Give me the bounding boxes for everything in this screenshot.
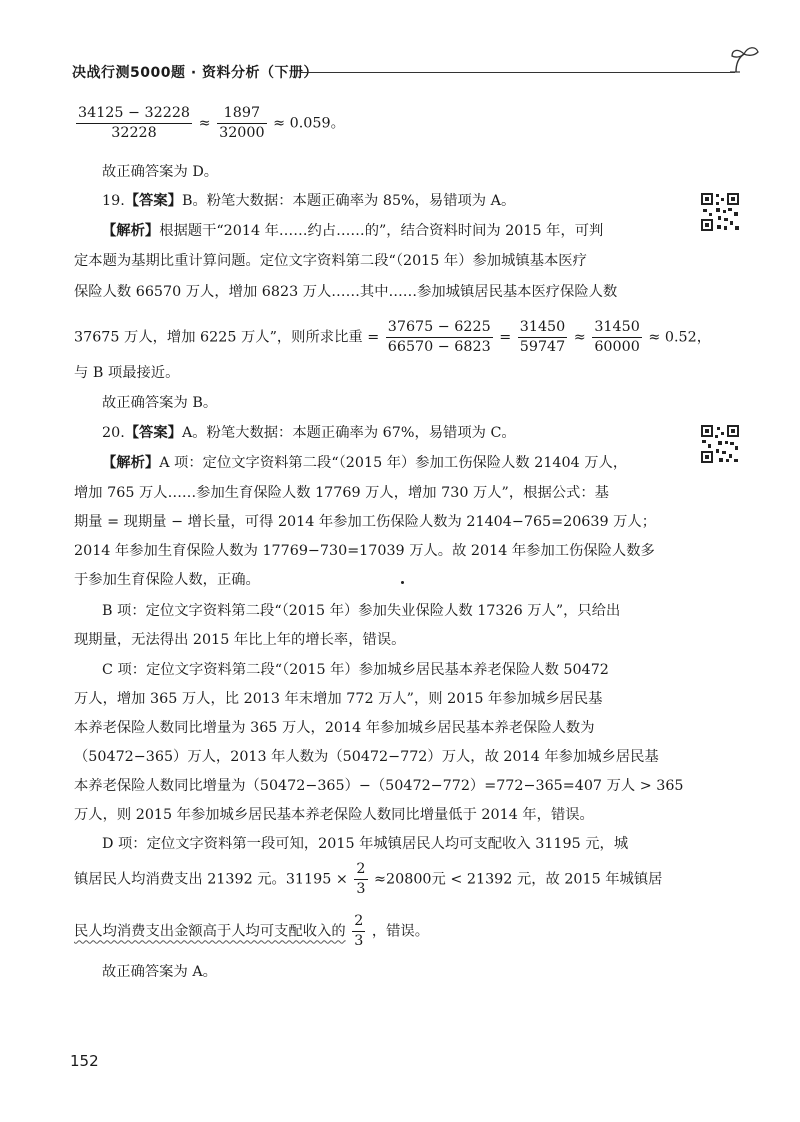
q20-c-line4: （50472−365）万人，2013 年人数为（50472−772）万人，故 2014 年参加城乡居民基 [74, 749, 659, 765]
qr-code-icon[interactable] [700, 192, 740, 232]
q20-c-line2: 万人，增加 365 万人，比 2013 年末增加 772 万人”，则 2015 年参加城乡居民基 [74, 691, 603, 707]
q20-d-line3: 民人均消费支出金额高于人均可支配收入的 $\frac{2}{3}$ ，错误。 [74, 913, 430, 949]
q20-d-line2: 镇居民人均消费支出 21392 元。31195 × $\frac{2}{3}$ ≈20800元 < 21392 元，故 2015 年城镇居 [74, 861, 663, 897]
page-number: 152 [70, 1052, 99, 1070]
q18-formula: $\frac{34125 - 32228}{32228}$ ≈ $\frac{1897}{32000}$ ≈ 0.059。 [78, 105, 345, 141]
stray-dot [401, 581, 404, 584]
q20-a-line4: 2014 年参加生育保险人数为 17769−730=17039 万人。故 2014 年参加工伤保险人数多 [74, 543, 655, 559]
q20-d-line1: D 项：定位文字资料第一段可知，2015 年城镇居民人均可支配收入 31195 元，城 [102, 836, 629, 852]
q20-a-line1: 【解析】A 项：定位文字资料第二段“（2015 年）参加工伤保险人数 21404 万人， [102, 455, 628, 471]
q18-conclusion: 故正确答案为 D。 [102, 164, 219, 180]
q20-b-line2: 现期量，无法得出 2015 年比上年的增长率，错误。 [74, 632, 406, 648]
q20-c-line5: 本养老保险人数同比增量为（50472−365）−（50472−772）=772−365=407 万人 > 365 [74, 778, 684, 794]
fraction: $\frac{37675 - 6225}{66570 - 6823}$ [387, 319, 491, 355]
q20-b-line1: B 项：定位文字资料第二段“（2015 年）参加失业保险人数 17326 万人”，只给出 [102, 603, 621, 619]
q19-answer: 19.【答案】B。粉笔大数据：本题正确率为 85%，易错项为 A。 [102, 193, 516, 209]
q19-analysis-line4: 37675 万人，增加 6225 万人”，则所求比重 = $\frac{37675 - 6225}{66570 - 6823}$ = $\frac{31450}{59747}$ ≈ $\frac{31450}{60000}$ ≈ 0.52， [74, 319, 712, 355]
q20-c-line1: C 项：定位文字资料第二段“（2015 年）参加城乡居民基本养老保险人数 50472 [102, 662, 609, 678]
q20-a-line5: 于参加生育保险人数，正确。 [74, 572, 260, 588]
q20-conclusion: 故正确答案为 A。 [102, 964, 217, 980]
q20-a-line2: 增加 765 万人……参加生育保险人数 17769 万人，增加 730 万人”，根据公式：基 [74, 485, 609, 501]
header-title: 决战行测5000题 · 资料分析（下册） [72, 65, 319, 81]
qr-code-icon[interactable] [700, 424, 740, 464]
fraction: $\frac{34125 - 32228}{32228}$ [78, 105, 191, 141]
q20-answer: 20.【答案】A。粉笔大数据：本题正确率为 67%，易错项为 C。 [102, 425, 516, 441]
q19-analysis-line2: 定本题为基期比重计算问题。定位文字资料第二段“（2015 年）参加城镇基本医疗 [74, 253, 587, 269]
q19-analysis-line3: 保险人数 66570 万人，增加 6823 万人……其中……参加城镇居民基本医疗保险人数 [74, 284, 618, 300]
q19-analysis-line5: 与 B 项最接近。 [74, 365, 180, 381]
fraction: $\frac{1897}{32000}$ [219, 105, 265, 141]
q19-analysis-line1: 【解析】根据题干“2014 年……约占……的”，结合资料时间为 2015 年，可判 [102, 223, 604, 239]
fraction: $\frac{31450}{59747}$ [519, 319, 566, 355]
q19-conclusion: 故正确答案为 B。 [102, 395, 218, 411]
q20-c-line3: 本养老保险人数同比增量为 365 万人，2014 年参加城乡居民基本养老保险人数为 [74, 720, 595, 736]
q20-c-line6: 万人，则 2015 年参加城乡居民基本养老保险人数同比增量低于 2014 年，错误。 [74, 807, 594, 823]
sprout-icon [730, 44, 760, 78]
fraction: $\frac{2}{3}$ [356, 861, 366, 897]
q20-a-line3: 期量 = 现期量 − 增长量，可得 2014 年参加工伤保险人数为 21404−765=20639 万人； [74, 514, 657, 530]
fraction: $\frac{2}{3}$ [354, 913, 364, 949]
fraction: $\frac{31450}{60000}$ [594, 319, 640, 355]
header-rule [300, 72, 735, 73]
page-header [62, 44, 762, 84]
